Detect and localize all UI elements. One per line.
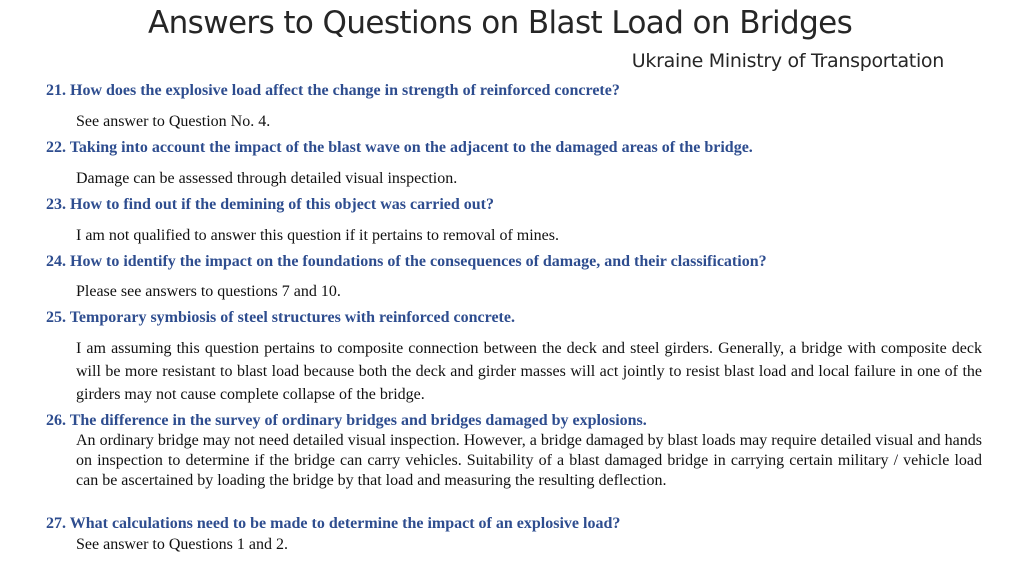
question-22: 22. Taking into account the impact of the blast wave on the adjacent to the damaged areas of the bridge. [46, 139, 753, 156]
answer-25: I am assuming this question pertains to composite connection between the deck and steel girders. Generally, a bridge with composite deck will be more resistant to blast load because both the deck and girder masses will act jointly to resist blast load and local failure in one of the girders may not cause complete collapse of the bridge. [76, 340, 982, 403]
question-24: 24. How to identify the impact on the foundations of the consequences of damage, and their classification? [46, 253, 767, 270]
question-27: 27. What calculations need to be made to determine the impact of an explosive load? [46, 515, 621, 532]
slide-title: Answers to Questions on Blast Load on Bridges [148, 5, 853, 41]
question-23: 23. How to find out if the demining of this object was carried out? [46, 196, 494, 213]
answer-23: I am not qualified to answer this question if it pertains to removal of mines. [76, 227, 560, 244]
answer-24: Please see answers to questions 7 and 10. [76, 283, 341, 300]
question-26: 26. The difference in the survey of ordinary bridges and bridges damaged by explosions. [46, 412, 647, 429]
answer-26: An ordinary bridge may not need detailed visual inspection. However, a bridge damaged by blast loads may require detailed visual and hands on inspection to determine if the bridge can carry vehicles. Suitability of a blast damaged bridge in carrying certain military / vehicle load can be ascertained by loading the bridge by that load and measuring the resulting deflection. [76, 432, 982, 489]
question-21: 21. How does the explosive load affect the change in strength of reinforced concrete? [46, 82, 620, 99]
question-25: 25. Temporary symbiosis of steel structures with reinforced concrete. [46, 309, 515, 326]
answer-21: See answer to Question No. 4. [76, 113, 271, 130]
answer-27: See answer to Questions 1 and 2. [76, 536, 288, 553]
slide-subtitle: Ukraine Ministry of Transportation [631, 50, 944, 72]
answer-22: Damage can be assessed through detailed visual inspection. [76, 170, 458, 187]
